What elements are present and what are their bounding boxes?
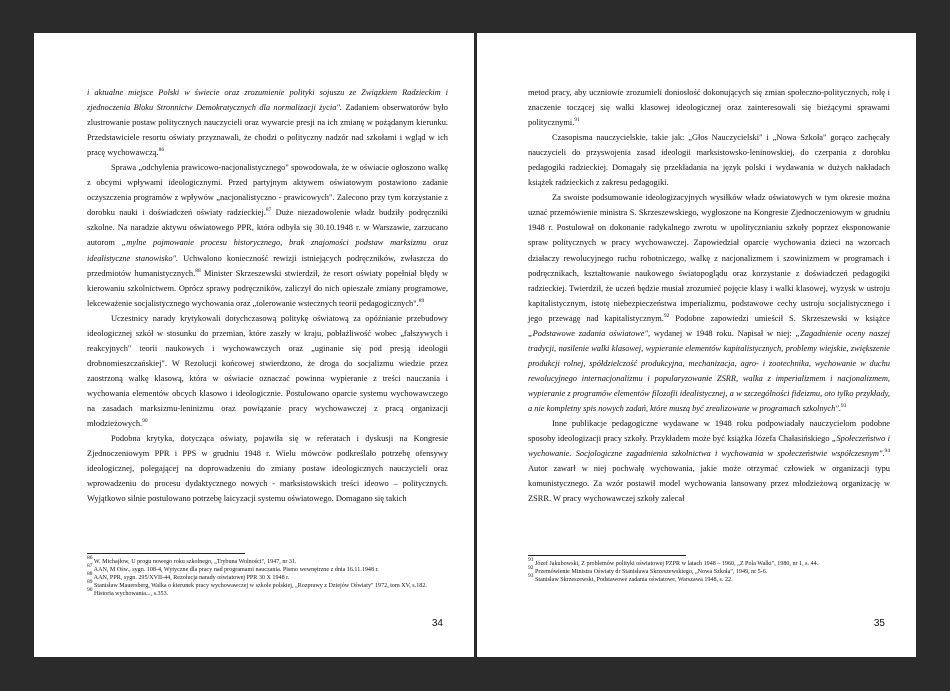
text-run: . [882, 449, 885, 459]
footnote-number: 91 [528, 557, 534, 563]
footnote: $^{93}$ Stanisław Skrzeszewski, Podstawowe zadania oświatowe, Warszawa 1948, s. 22. [528, 573, 733, 584]
paragraph [528, 85, 890, 130]
text-run: Zadaniem obserwatorów było zlustrowanie postaw politycznych nauczycieli oraz wywarcie presji na ich zmianę w pożądanym kierunku. Przedstawiciele resortu oświaty przyznawali, że chodzi o polityczny nadzór nad szkołami i wgląd w ich pracę wychowawczą. [87, 103, 448, 158]
footnote-ref: 92 [663, 312, 670, 319]
footnote-number: 88 [87, 571, 93, 578]
footnote-ref: 94 [884, 448, 890, 455]
footnote: $^{87}$ AAN, M Ośw., sygn. 108-4, Wytyczne dla pracy nad programami nauczania. Pismo wewnętrzne z dnia 16.11.1948 r. [87, 563, 379, 574]
paragraph [528, 130, 890, 190]
text-run: „Zagadnienie oceny naszej tradycji, nasilenie walki klasowej, wypieranie elementów kapitalistycznych, problemy wiejskie, zwiększenie produkcji rolnej, spółdzielczość produkcyjna, mechanizacja, agro- i zootechnika, wychowanie w duchu rewolucyjnego internacjonalizmu i popularyzowanie ZSRR, walka z imperializmem i nacjonalizmem, wypieranie z programów elementów filozofii idealistycznej, a w szczególności fideizmu, oto tylko przykłady, a nie kompletny spis nowych zadań, które muszą być zrealizowane w programach szkolnych" [528, 328, 890, 413]
footnote-ref: 90 [142, 418, 148, 425]
footnote-separator [87, 553, 245, 554]
footnote-number: 87 [87, 563, 93, 570]
text-run: „mylne pojmowanie procesu historycznego, brak znajomości podstaw marksizmu oraz idealistyczne stanowisko". [87, 238, 448, 263]
text-run: . [838, 403, 841, 413]
paragraph [87, 85, 448, 160]
paragraph [528, 416, 890, 506]
footnote-number: 93 [528, 573, 534, 580]
paragraph [87, 431, 448, 506]
paragraph [87, 160, 448, 310]
text-run: „Podstawowe zadania oświatowe" [528, 328, 648, 338]
text-run: , wydanej w 1948 roku. Napisał w niej: [647, 328, 796, 338]
footnote-ref: 86 [158, 147, 165, 154]
right-page [477, 33, 916, 657]
text-run: Inne publikacje pedagogiczne wydawane w 1948 roku podpowiadały nauczycielom podobne sposoby ideologizacji pracy szkoły. Przykładem może być książka Józefa Chałasińskiego [528, 419, 890, 444]
footnote: $^{88}$ AAN, PPR, sygn. 295/XVII-44, Rezolucja narady oświatowej PPR 30 X 1948 r. [87, 571, 290, 582]
page-number: 34 [431, 618, 443, 629]
footnotes [87, 555, 449, 598]
text-run: Uchwalono konieczność rewizji istniejących podręczników, zwłaszcza do przedmiotów humanistycznych. [87, 253, 448, 278]
footnote-number: 92 [528, 565, 534, 572]
text-run: Czasopisma nauczycielskie, takie jak: „Głos Nauczycielski" i „Nowa Szkoła" gorąco zachęcały nauczycieli do przyswojenia zasad ideologii marksistowsko-leninowskiej, do czerpania z dorobku pedagogiki radzieckiej. Domagały się przekładania na język polski i wydawania w dużych nakładach książek radzieckich z zakresu pedagogiki. [528, 133, 890, 188]
footnote-number: 86 [87, 555, 93, 561]
footnote-number: 89 [87, 579, 93, 586]
text-run: Podobna krytyka, dotycząca oświaty, pojawiła się w referatach i dyskusji na Kongresie Zjednoczeniowym PPR i PPS w grudniu 1948 r. Wielu mówców podkreślało potrzebę ofensywy ideologicznej, polegającej na doprowadzeniu do zmiany postaw ideologicznych nauczycieli oraz wprowadzeniu do procesu dydaktycznego nowych - marksistowskich treści ideowo – politycznych. Wyjątkowo silnie postulowano potrzebę laicyzacji systemu oświatowego. Domagano się takich [87, 434, 448, 504]
footnote-ref: 89 [418, 297, 425, 304]
right-page-body [528, 85, 890, 506]
footnote-ref: 88 [195, 267, 201, 274]
text-run: Uczestnicy narady krytykowali dotychczasową politykę oświatową za opóźnianie przebudowy ideologicznej szkół w stosunku do przemian, które zaszły w kraju, pobłażliwość wobec „fałszywych i reakcyjnych" teorii naukowych i wychowawczych oraz „uginanie się pod presją ideologii drobnomieszczańskiej". W Rezolucji końcowej stwierdzono, że droga do socjalizmu wiedzie przez zaostrzoną walkę klasową, która w oświacie oznaczać powinna wypieranie z treści nauczania i wychowania elementów obcych klasowo i ideologicznie. Postulowano oparcie systemu wychowawczego na zasadach marksizmu-leninizmu oraz powiązanie pracy wychowawczej z pracą organizacji młodzieżowych. [87, 313, 448, 429]
footnote: $^{86}$ W. Michajłow, U progu nowego roku szkolnego, „Trybuna Wolności", 1947, nr 31. [87, 555, 297, 565]
left-page [34, 33, 474, 657]
footnote: $^{91}$ Józef Jakubowski, Z problemów polityki oświatowej PZPR w latach 1948 – 1960, „Z Pola Walki", 1980, nr 1, s. 44. [528, 557, 819, 567]
text-run: Za swoiste podsumowanie ideologizacyjnych wysiłków władz oświatowych w tym okresie można uznać przemówienie ministra S. Skrzeszewskiego, wygłoszone na Kongresie Zjednoczeniowym w grudniu 1948 r. Postulował on dokonanie radykalnego zwrotu w upolitycznianiu szkoły poprzez eksponowanie spraw politycznych w pracy wychowawczej. Zapowiedział oparcie wychowania dzieci na wzorcach działaczy rewolucyjnego ruchu robotniczego, walkę z nacjonalizmem i szowinizmem w programach i podręcznikach, kształtowanie naukowego światopoglądu oraz korzystanie z doświadczeń pedagogiki radzieckiej. Twierdził, że uczeń będzie musiał zrozumieć pojęcie klasy i walki klasowej, wyzysk w ustroju kapitalistycznym, istotę niebezpieczeństwa imperializmu, podstawowe cechy ustroju socjalistycznego i jego przewagę nad kapitalistycznym. [528, 193, 890, 323]
text-run: i aktualne miejsce Polski w świecie oraz zrozumienie polityki sojuszu ze Związkiem Radzieckim i zjednoczenia Bloku Stronnictw Demokratycznych dla normalizacji życia". [87, 88, 448, 113]
text-run: Minister Skrzeszewski stwierdził, że resort oświaty popełniał błędy w kierowaniu szkolnictwem. Oprócz sprawy podręczników, zaliczył do nich opieszałe zmiany programowe, lekceważenie socjalistycznego wychowania oraz „tolerowanie wstecznych teorii pedagogicznych". [87, 268, 448, 308]
footnotes [528, 557, 890, 584]
text-run: metod pracy, aby uczniowie zrozumieli doniosłość dokonujących się zmian społeczno-politycznych, rolę i znaczenie toczącej się walki klasowej ideologicznej oraz zainteresowali się bieżącymi sprawami politycznymi. [528, 88, 890, 128]
footnote: $^{90}$ Historia wychowania..., s.353. [87, 587, 169, 598]
paragraph [528, 190, 890, 416]
footnote-ref: 87 [265, 207, 272, 214]
footnote-ref: 91 [574, 117, 580, 124]
footnote-number: 90 [87, 587, 93, 594]
footnote: $^{92}$ Przemówienie Ministra Oświaty dr Stanisława Skrzeszewskiego, „Nowa Szkoła", 1949, nr 5-6. [528, 565, 768, 576]
footnote-ref: 93 [840, 402, 847, 409]
left-page-body [87, 85, 448, 506]
footnote-separator [528, 555, 686, 556]
paragraph [87, 311, 448, 431]
text-run: Sprawa „odchylenia prawicowo-nacjonalistycznego" spowodowała, że w oświacie ogłoszono walkę z obcymi wpływami ideologicznymi. Przed partyjnym aktywem oświatowym postawiono zadanie oczyszczenia programów z wpływów „nacjonalistyczno - prawicowych". Zalecono przy tym korzystanie z dorobku nauki i doświadczeń oświaty radzieckiej. [87, 163, 448, 218]
footnote: $^{89}$ Stanisław Mauersberg, Walka o kierunek pracy wychowawczej w szkole polskiej, „Rozprawy z Dziejów Oświaty" 1972, tom XV, s.182. [87, 579, 427, 590]
text-run: Autor zawarł w niej pochwałę wychowania, jakie może otrzymać człowiek w organizacji typu komunistycznego. Za wzór postawił model wychowania lansowany przez młodzieżową organizację w ZSRR. W pracy wychowawczej szkoły zalecał [528, 464, 890, 504]
page-number: 35 [873, 618, 885, 629]
text-run: Duże niezadowolenie władz budziły podręczniki szkolne. Na naradzie aktywu oświatowego PPR, która odbyła się 30.10.1948 r. w Warszawie, zarzucano autorom [87, 208, 449, 248]
text-run: „Społeczeństwo i wychowanie. Socjologiczne zagadnienia szkolnictwa i wychowania w społeczeństwie współczesnym" [528, 434, 890, 459]
text-run: Podobne zapowiedzi umieścił S. Skrzeszewski w książce [669, 313, 890, 323]
